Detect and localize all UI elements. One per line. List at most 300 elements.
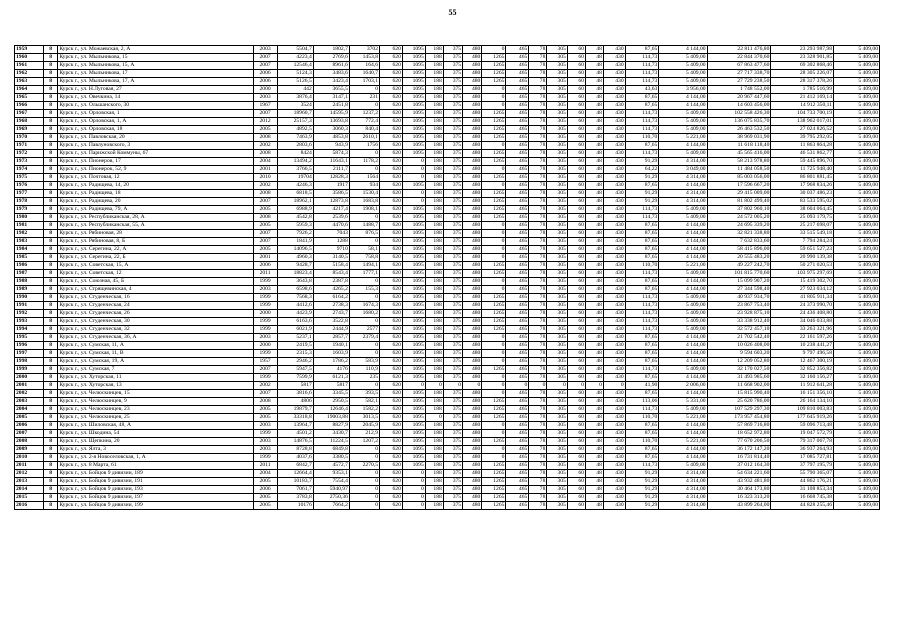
cell-rate-12: 430 — [603, 414, 625, 422]
cell-rate-2: 1095 — [402, 182, 425, 190]
table-row — [15, 70, 880, 78]
cell-annual-rate: 5 409,00 — [659, 126, 707, 134]
cell-row-number: 2016 — [15, 502, 44, 510]
cell-nonresidential-area: 582,1 — [349, 398, 379, 406]
cell-total-cost: 85 003 056,00 — [707, 174, 771, 182]
table-row — [15, 430, 880, 438]
cell-total-cost: 11 618 118,40 — [707, 142, 771, 150]
cell-nonresidential-area: 0 — [349, 342, 379, 350]
cell-region-code: 8 — [43, 374, 57, 382]
cell-rate-6: 0 — [482, 222, 506, 230]
cell-rate-4: 375 — [443, 102, 462, 110]
cell-address: Курск г., ул. Бойцов 9 дивизии, 197 — [58, 494, 253, 502]
cell-address: Курск г., ул. Бойцов 9 дивизии, 189 — [58, 470, 253, 478]
cell-nonresidential-area: 212,9 — [349, 430, 379, 438]
cell-minimum-contribution: 5 409,00 — [834, 86, 880, 94]
cell-total-cost-indexed: 79 317 067,78 — [771, 438, 834, 446]
cell-rate-2: 1095 — [402, 350, 425, 358]
cell-rate-3: 188 — [425, 390, 443, 398]
cell-total-area: 4037,6 — [277, 454, 313, 462]
cell-rate-10: 60 — [567, 406, 585, 414]
cell-address: Курск г., ул. Хуторская, 13 — [58, 382, 253, 390]
housing-registry-table — [14, 45, 880, 510]
cell-rate-12: 430 — [603, 438, 625, 446]
cell-rate-12: 430 — [603, 94, 625, 102]
cell-rate-11: 48 — [585, 126, 603, 134]
table-row — [15, 102, 880, 110]
cell-rate-10: 60 — [567, 342, 585, 350]
cell-year-built: 2002 — [253, 382, 277, 390]
cell-total-cost: 67 863 477,60 — [707, 62, 771, 70]
cell-rate-4: 375 — [443, 350, 462, 358]
cell-total-cost-indexed: 24 436 408,80 — [771, 310, 834, 318]
cell-rate-10: 60 — [567, 478, 585, 486]
cell-year-built: 2003 — [253, 422, 277, 430]
cell-nonresidential-area: 1674,3 — [349, 302, 379, 310]
cell-total-cost: 37 012 164,30 — [707, 462, 771, 470]
cell-rate-2: 1095 — [402, 342, 425, 350]
cell-total-cost-indexed: 41 805 911,34 — [771, 294, 834, 302]
cell-address: Курск г., ул. Студенческая, 30 — [58, 318, 253, 326]
cell-rate-1: 620 — [380, 294, 403, 302]
cell-rate-2: 1095 — [402, 222, 425, 230]
cell-rate-12: 430 — [603, 422, 625, 430]
cell-rate-7: 0 — [506, 382, 529, 390]
cell-nonresidential-area: 164,6 — [349, 62, 379, 70]
cell-minimum-contribution: 5 409,00 — [834, 110, 880, 118]
cell-rate-10: 60 — [567, 262, 585, 270]
cell-monthly-rate: 87,65 — [625, 350, 659, 358]
cell-rate-3: 188 — [425, 446, 443, 454]
cell-rate-6: 1265 — [482, 206, 506, 214]
cell-rate-11: 48 — [585, 462, 603, 470]
cell-living-area: 4572,7 — [313, 462, 349, 470]
cell-rate-10: 60 — [567, 278, 585, 286]
cell-annual-rate: 5 409,00 — [659, 214, 707, 222]
cell-address: Курск г., ул. Республиканская, 55, А — [58, 222, 253, 230]
cell-monthly-rate: 87,65 — [625, 390, 659, 398]
cell-total-area: 13964,7 — [277, 422, 313, 430]
cell-minimum-contribution: 5 409,00 — [834, 318, 880, 326]
cell-rate-7: 465 — [506, 214, 529, 222]
cell-rate-5: 480 — [463, 190, 482, 198]
cell-annual-rate: 5 409,00 — [659, 70, 707, 78]
cell-monthly-rate: 87,65 — [625, 238, 659, 246]
cell-year-built: 2005 — [253, 406, 277, 414]
cell-total-cost: 11 484 058,50 — [707, 166, 771, 174]
cell-address: Курск г., ул. Ялта, 3 — [58, 446, 253, 454]
cell-year-built: 1999 — [253, 278, 277, 286]
cell-row-number: 2001 — [15, 382, 44, 390]
cell-monthly-rate: 87,65 — [625, 222, 659, 230]
cell-rate-1: 620 — [380, 270, 403, 278]
cell-minimum-contribution: 5 409,00 — [834, 238, 880, 246]
cell-rate-1: 620 — [380, 462, 403, 470]
cell-rate-10: 60 — [567, 462, 585, 470]
cell-rate-1: 620 — [380, 454, 403, 462]
cell-rate-12: 430 — [603, 446, 625, 454]
cell-minimum-contribution: 5 409,00 — [834, 270, 880, 278]
cell-total-area: 7599,9 — [277, 374, 313, 382]
cell-rate-2: 1095 — [402, 62, 425, 70]
table-row — [15, 422, 880, 430]
cell-rate-9: 305 — [547, 398, 567, 406]
cell-rate-1: 620 — [380, 358, 403, 366]
cell-minimum-contribution: 5 409,00 — [834, 446, 880, 454]
cell-rate-3: 188 — [425, 366, 443, 374]
cell-rate-11: 48 — [585, 230, 603, 238]
cell-row-number: 1996 — [15, 342, 44, 350]
cell-rate-10: 60 — [567, 270, 585, 278]
cell-rate-9: 305 — [547, 374, 567, 382]
cell-rate-7: 465 — [506, 358, 529, 366]
table-row — [15, 350, 880, 358]
cell-rate-11: 48 — [585, 478, 603, 486]
cell-rate-1: 620 — [380, 222, 403, 230]
table-row — [15, 270, 880, 278]
cell-rate-8: 78 — [529, 78, 547, 86]
cell-monthly-rate: 87,65 — [625, 94, 659, 102]
cell-rate-2: 0 — [402, 486, 425, 494]
cell-rate-7: 465 — [506, 54, 529, 62]
cell-year-built: 2006 — [253, 262, 277, 270]
cell-rate-9: 305 — [547, 142, 567, 150]
cell-region-code: 8 — [43, 406, 57, 414]
cell-minimum-contribution: 5 409,00 — [834, 302, 880, 310]
cell-nonresidential-area: 1640,7 — [349, 70, 379, 78]
cell-rate-7: 465 — [506, 190, 529, 198]
cell-minimum-contribution: 5 409,00 — [834, 46, 880, 54]
cell-rate-9: 305 — [547, 446, 567, 454]
table-row — [15, 486, 880, 494]
cell-annual-rate: 2 006,00 — [659, 382, 707, 390]
cell-rate-10: 60 — [567, 486, 585, 494]
cell-total-cost-indexed: 33 263 321,96 — [771, 326, 834, 334]
cell-minimum-contribution: 5 409,00 — [834, 286, 880, 294]
cell-rate-3: 188 — [425, 486, 443, 494]
cell-total-cost-indexed: 69 302 868,46 — [771, 62, 834, 70]
cell-total-cost: 36 172 147,20 — [707, 446, 771, 454]
cell-minimum-contribution: 5 409,00 — [834, 382, 880, 390]
cell-rate-11: 48 — [585, 318, 603, 326]
cell-address: Курск г., ул. Студенческая, 26 — [58, 310, 253, 318]
cell-nonresidential-area: 1178,2 — [349, 158, 379, 166]
cell-rate-11: 48 — [585, 62, 603, 70]
cell-living-area: 4217,4 — [313, 206, 349, 214]
cell-address: Курск г., ул. Союзная, 45, Б — [58, 278, 253, 286]
cell-total-cost-indexed: 59 445 896,70 — [771, 158, 834, 166]
cell-rate-6: 0 — [482, 166, 506, 174]
cell-rate-12: 430 — [603, 406, 625, 414]
cell-rate-3: 188 — [425, 422, 443, 430]
cell-rate-9: 305 — [547, 262, 567, 270]
cell-rate-10: 60 — [567, 502, 585, 510]
cell-rate-5: 480 — [463, 246, 482, 254]
cell-rate-6: 1265 — [482, 214, 506, 222]
cell-rate-7: 465 — [506, 398, 529, 406]
cell-rate-7: 465 — [506, 174, 529, 182]
cell-annual-rate: 4 314,00 — [659, 502, 707, 510]
cell-rate-5: 480 — [463, 438, 482, 446]
cell-rate-7: 465 — [506, 294, 529, 302]
cell-rate-12: 430 — [603, 318, 625, 326]
cell-rate-12: 430 — [603, 302, 625, 310]
cell-rate-6: 0 — [482, 254, 506, 262]
cell-nonresidential-area: 1777,1 — [349, 270, 379, 278]
cell-region-code: 8 — [43, 286, 57, 294]
cell-rate-4: 375 — [443, 206, 462, 214]
cell-rate-3: 188 — [425, 294, 443, 302]
table-row — [15, 78, 880, 86]
cell-rate-8: 78 — [529, 454, 547, 462]
cell-address: Курск г., ул. Рябиновая, 28 — [58, 230, 253, 238]
cell-total-area: 1841,9 — [277, 238, 313, 246]
cell-rate-8: 78 — [529, 190, 547, 198]
cell-rate-7: 465 — [506, 166, 529, 174]
cell-nonresidential-area: 0 — [349, 86, 379, 94]
cell-rate-6: 1265 — [482, 118, 506, 126]
cell-total-cost-indexed: 36 937 264,93 — [771, 446, 834, 454]
cell-rate-11: 48 — [585, 302, 603, 310]
cell-total-cost: 21 702 542,40 — [707, 334, 771, 342]
cell-monthly-rate: 114,73 — [625, 326, 659, 334]
cell-rate-6: 0 — [482, 278, 506, 286]
cell-annual-rate: 4 314,00 — [659, 470, 707, 478]
cell-living-area: 8543,4 — [313, 270, 349, 278]
cell-total-cost-indexed: 59 096 713,48 — [771, 422, 834, 430]
cell-total-cost: 37 802 960,10 — [707, 206, 771, 214]
cell-region-code: 8 — [43, 390, 57, 398]
cell-address: Курск г., ул. Стрящевинская, 4 — [58, 286, 253, 294]
cell-total-cost: 17 596 667,20 — [707, 182, 771, 190]
cell-minimum-contribution: 5 409,00 — [834, 366, 880, 374]
cell-total-cost: 38 969 031,90 — [707, 134, 771, 142]
cell-address: Курск г., ул. Советская, 12 — [58, 270, 253, 278]
cell-rate-1: 620 — [380, 206, 403, 214]
cell-total-area: 12546,4 — [277, 62, 313, 70]
cell-rate-8: 78 — [529, 262, 547, 270]
cell-living-area: 8961,6 — [313, 62, 349, 70]
cell-living-area: 1940,1 — [313, 342, 349, 350]
cell-total-cost-indexed: 44 828 255,46 — [771, 502, 834, 510]
cell-total-area: 6842,7 — [277, 462, 313, 470]
cell-rate-7: 465 — [506, 94, 529, 102]
cell-living-area: 2743,7 — [313, 310, 349, 318]
cell-row-number: 1977 — [15, 190, 44, 198]
cell-row-number: 2002 — [15, 390, 44, 398]
cell-rate-10: 60 — [567, 62, 585, 70]
cell-rate-12: 430 — [603, 222, 625, 230]
cell-row-number: 2011 — [15, 462, 44, 470]
table-row — [15, 286, 880, 294]
cell-rate-11: 48 — [585, 334, 603, 342]
cell-living-area: 6164,2 — [313, 294, 349, 302]
cell-rate-2: 1095 — [402, 262, 425, 270]
cell-nonresidential-area: 0 — [349, 318, 379, 326]
cell-rate-10: 60 — [567, 54, 585, 62]
cell-total-cost: 77 670 206,50 — [707, 438, 771, 446]
cell-rate-1: 620 — [380, 62, 403, 70]
cell-year-built: 2007 — [253, 110, 277, 118]
cell-rate-8: 78 — [529, 246, 547, 254]
cell-rate-3: 188 — [425, 462, 443, 470]
cell-annual-rate: 4 144,00 — [659, 374, 707, 382]
cell-annual-rate: 4 314,00 — [659, 174, 707, 182]
cell-rate-12: 430 — [603, 278, 625, 286]
cell-rate-6: 0 — [482, 246, 506, 254]
cell-rate-7: 465 — [506, 70, 529, 78]
cell-rate-6: 1265 — [482, 470, 506, 478]
cell-region-code: 8 — [43, 142, 57, 150]
cell-rate-9: 305 — [547, 326, 567, 334]
cell-row-number: 1995 — [15, 334, 44, 342]
cell-rate-7: 465 — [506, 78, 529, 86]
cell-minimum-contribution: 5 409,00 — [834, 390, 880, 398]
cell-rate-5: 480 — [463, 222, 482, 230]
cell-minimum-contribution: 5 409,00 — [834, 430, 880, 438]
cell-minimum-contribution: 5 409,00 — [834, 374, 880, 382]
cell-living-area: 3147,1 — [313, 94, 349, 102]
cell-year-built: 2007 — [253, 62, 277, 70]
cell-rate-3: 188 — [425, 54, 443, 62]
cell-rate-7: 465 — [506, 430, 529, 438]
table-row — [15, 262, 880, 270]
cell-rate-7: 465 — [506, 334, 529, 342]
cell-address: Курск г., ул. Парижской Коммуны, 67 — [58, 150, 253, 158]
cell-rate-7: 465 — [506, 230, 529, 238]
cell-total-cost-indexed: 28 317 378,26 — [771, 78, 834, 86]
cell-rate-11: 48 — [585, 470, 603, 478]
cell-year-built: 2007 — [253, 198, 277, 206]
cell-rate-8: 78 — [529, 198, 547, 206]
table-row — [15, 150, 880, 158]
cell-monthly-rate: 91,29 — [625, 470, 659, 478]
cell-minimum-contribution: 5 409,00 — [834, 254, 880, 262]
cell-living-area: 1288 — [313, 238, 349, 246]
cell-address: Курск г., ул. Челюскинцев, 25 — [58, 414, 253, 422]
cell-living-area: 9353,1 — [313, 470, 349, 478]
cell-rate-2: 1095 — [402, 414, 425, 422]
cell-total-area: 2803,6 — [277, 142, 313, 150]
cell-total-area: 9428,7 — [277, 262, 313, 270]
cell-total-cost-indexed: 17 085 727,81 — [771, 454, 834, 462]
cell-rate-12: 430 — [603, 294, 625, 302]
cell-row-number: 1994 — [15, 326, 44, 334]
cell-region-code: 8 — [43, 262, 57, 270]
table-row — [15, 134, 880, 142]
cell-rate-11: 48 — [585, 190, 603, 198]
cell-rate-8: 78 — [529, 102, 547, 110]
cell-rate-2: 1095 — [402, 366, 425, 374]
cell-rate-3: 188 — [425, 214, 443, 222]
cell-total-cost-indexed: 31 108 853,34 — [771, 486, 834, 494]
cell-total-area: 3783,8 — [277, 494, 313, 502]
cell-rate-3: 188 — [425, 182, 443, 190]
cell-rate-2: 1095 — [402, 110, 425, 118]
cell-rate-2: 1095 — [402, 142, 425, 150]
cell-rate-6: 1265 — [482, 310, 506, 318]
cell-year-built: 2000 — [253, 310, 277, 318]
cell-rate-9: 305 — [547, 310, 567, 318]
cell-rate-9: 305 — [547, 302, 567, 310]
cell-rate-3: 0 — [425, 382, 443, 390]
cell-monthly-rate: 87,65 — [625, 286, 659, 294]
cell-rate-10: 60 — [567, 350, 585, 358]
table-row — [15, 390, 880, 398]
cell-rate-10: 60 — [567, 414, 585, 422]
cell-rate-9: 305 — [547, 190, 567, 198]
cell-address: Курск г., ул. Хуторская, 11 — [58, 374, 253, 382]
cell-annual-rate: 5 409,00 — [659, 78, 707, 86]
cell-rate-3: 188 — [425, 118, 443, 126]
cell-row-number: 1997 — [15, 350, 44, 358]
cell-rate-9: 305 — [547, 150, 567, 158]
cell-rate-5: 480 — [463, 390, 482, 398]
cell-living-area: 6849,8 — [313, 446, 349, 454]
table-row — [15, 358, 880, 366]
cell-total-area: 25157,3 — [277, 118, 313, 126]
cell-row-number: 2005 — [15, 414, 44, 422]
cell-rate-7: 465 — [506, 462, 529, 470]
cell-monthly-rate: 114,73 — [625, 302, 659, 310]
cell-minimum-contribution: 5 409,00 — [834, 206, 880, 214]
cell-annual-rate: 4 144,00 — [659, 222, 707, 230]
cell-minimum-contribution: 5 409,00 — [834, 214, 880, 222]
cell-nonresidential-area: 876,5 — [349, 230, 379, 238]
cell-rate-11: 48 — [585, 486, 603, 494]
cell-rate-2: 1095 — [402, 430, 425, 438]
cell-rate-11: 48 — [585, 374, 603, 382]
cell-annual-rate: 5 409,00 — [659, 54, 707, 62]
cell-rate-2: 1095 — [402, 126, 425, 134]
cell-nonresidential-area: 1237,2 — [349, 110, 379, 118]
cell-rate-5: 480 — [463, 110, 482, 118]
cell-nonresidential-area: 772,4 — [349, 118, 379, 126]
cell-nonresidential-area: 0 — [349, 470, 379, 478]
cell-rate-11: 48 — [585, 262, 603, 270]
cell-nonresidential-area: 231 — [349, 94, 379, 102]
cell-total-area: 5126,5 — [277, 78, 313, 86]
cell-minimum-contribution: 5 409,00 — [834, 438, 880, 446]
cell-total-area: 6163,6 — [277, 318, 313, 326]
cell-living-area: 2769,6 — [313, 54, 349, 62]
cell-rate-11: 48 — [585, 406, 603, 414]
cell-row-number: 1982 — [15, 230, 44, 238]
cell-total-area: 33318,8 — [277, 414, 313, 422]
cell-rate-8: 78 — [529, 270, 547, 278]
cell-region-code: 8 — [43, 118, 57, 126]
cell-rate-7: 465 — [506, 454, 529, 462]
cell-rate-3: 188 — [425, 206, 443, 214]
table-row — [15, 462, 880, 470]
table-row — [15, 398, 880, 406]
cell-rate-3: 188 — [425, 398, 443, 406]
cell-row-number: 1980 — [15, 214, 44, 222]
cell-rate-6: 1265 — [482, 398, 506, 406]
table-row — [15, 478, 880, 486]
cell-nonresidential-area: 393,5 — [349, 390, 379, 398]
cell-rate-5: 480 — [463, 46, 482, 54]
cell-total-area: 10176 — [277, 502, 313, 510]
cell-nonresidential-area: 2577 — [349, 326, 379, 334]
cell-rate-4: 375 — [443, 118, 462, 126]
cell-rate-4: 375 — [443, 54, 462, 62]
table-row — [15, 366, 880, 374]
cell-total-area: 6021,9 — [277, 326, 313, 334]
cell-region-code: 8 — [43, 174, 57, 182]
cell-region-code: 8 — [43, 86, 57, 94]
cell-rate-8: 78 — [529, 118, 547, 126]
